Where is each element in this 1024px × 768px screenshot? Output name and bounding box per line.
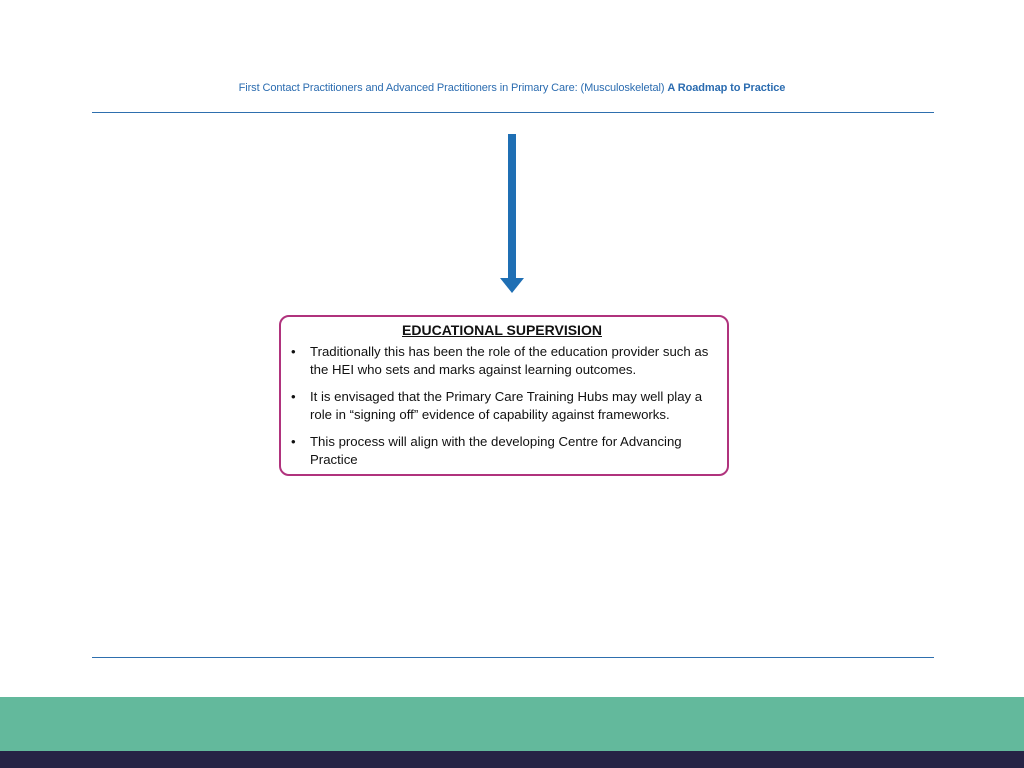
bullet-text: Traditionally this has been the role of the education provider such as the HEI who sets and marks against learning outcomes. bbox=[310, 344, 709, 377]
bullet-item bbox=[289, 343, 715, 379]
bullet-text: This process will align with the developing Centre for Advancing Practice bbox=[310, 434, 682, 467]
bullet-icon: • bbox=[291, 344, 296, 359]
educational-supervision-box bbox=[279, 315, 729, 476]
header-title-regular: First Contact Practitioners and Advanced Practitioners in Primary Care: (Musculoskeletal) bbox=[238, 82, 665, 94]
document-header-title bbox=[0, 82, 1024, 94]
bullet-icon: • bbox=[291, 389, 296, 404]
box-title: EDUCATIONAL SUPERVISION bbox=[402, 322, 602, 338]
bullet-icon: • bbox=[291, 434, 296, 449]
footer-divider bbox=[92, 657, 934, 658]
bullet-list bbox=[289, 343, 715, 469]
bullet-text: It is envisaged that the Primary Care Training Hubs may well play a role in “signing off” evidence of capability against frameworks. bbox=[310, 389, 703, 422]
footer-green-band bbox=[0, 697, 1024, 751]
header-title-bold: A Roadmap to Practice bbox=[667, 82, 786, 94]
footer-dark-band bbox=[0, 751, 1024, 768]
arrow-down-icon bbox=[499, 134, 525, 294]
bullet-item bbox=[289, 433, 715, 469]
bullet-item bbox=[289, 388, 715, 424]
header-divider bbox=[92, 112, 934, 113]
